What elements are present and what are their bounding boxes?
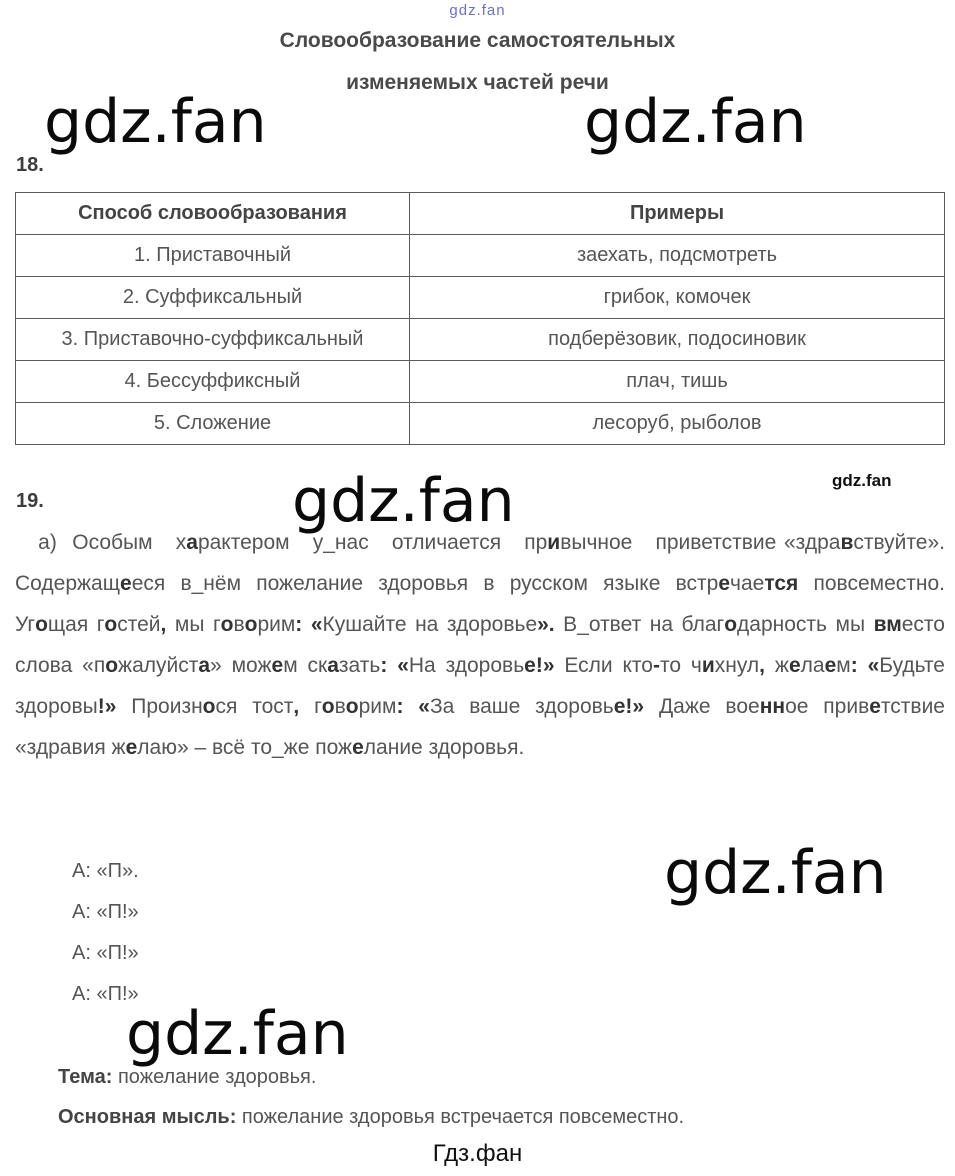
answer-line: А: «П!» [72, 942, 139, 964]
main-idea-label: Основная мысль: [58, 1106, 237, 1128]
theme-line [58, 1066, 316, 1089]
method-cell: 1. Приставочный [16, 235, 410, 277]
task-19-text: а) Особым характером у_нас отличается привычное приветствие «здравствуйте». Содержащееся в_нём пожелание здоровья в русском языке встречается повсеместно. Угощая гостей, мы говорим: «Кушайте на здоровье». В_ответ на благодарность мы вместо слова «пожалуйста» можем сказать: «На здоровье!» Если кто-то чихнул, желаем: «Будьте здоровы!» Произнося тост, говорим: «За ваше здоровье!» Даже военное приветствие «здравия желаю» – всё то_же пожелание здоровья. [15, 531, 945, 759]
page-title-line-2: изменяемых частей речи [346, 71, 609, 94]
method-cell: 5. Сложение [16, 403, 410, 445]
task-18-number: 18. [16, 154, 44, 176]
watermark-4: gdz.fan [664, 838, 887, 908]
table-row [16, 361, 945, 403]
footer-watermark: Гдз.фан [432, 1140, 523, 1167]
watermark-2: gdz.fan [584, 87, 807, 157]
header-examples: Примеры [410, 193, 945, 235]
method-cell: 4. Бессуффиксный [16, 361, 410, 403]
main-idea-line [58, 1106, 684, 1129]
examples-cell: подберёзовик, подосиновик [410, 319, 945, 361]
theme-label: Тема: [58, 1066, 113, 1088]
header-method: Способ словообразования [16, 193, 410, 235]
method-cell: 2. Суффиксальный [16, 277, 410, 319]
table-row [16, 403, 945, 445]
watermark-3: gdz.fan [292, 466, 515, 536]
watermark-5: gdz.fan [126, 999, 349, 1069]
table-row [16, 235, 945, 277]
table-row [16, 319, 945, 361]
main-idea-value: пожелание здоровья встречается повсеместно. [236, 1106, 685, 1128]
examples-cell: заехать, подсмотреть [410, 235, 945, 277]
method-cell: 3. Приставочно-суффиксальный [16, 319, 410, 361]
examples-cell: грибок, комочек [410, 277, 945, 319]
examples-cell: плач, тишь [410, 361, 945, 403]
examples-cell: лесоруб, рыболов [410, 403, 945, 445]
watermark-top: gdz.fan [449, 2, 506, 19]
watermark-small: gdz.fan [832, 471, 892, 490]
answer-line: А: «П!» [72, 901, 139, 923]
table-header-row [16, 193, 945, 235]
word-formation-table [15, 192, 945, 445]
answer-line: А: «П». [72, 860, 139, 882]
task-19-number: 19. [16, 490, 44, 512]
table-row [16, 277, 945, 319]
theme-value: пожелание здоровья. [112, 1066, 317, 1088]
watermark-1: gdz.fan [44, 87, 267, 157]
page-title-line-1: Словообразование самостоятельных [279, 29, 676, 52]
answer-line: А: «П!» [72, 983, 139, 1005]
